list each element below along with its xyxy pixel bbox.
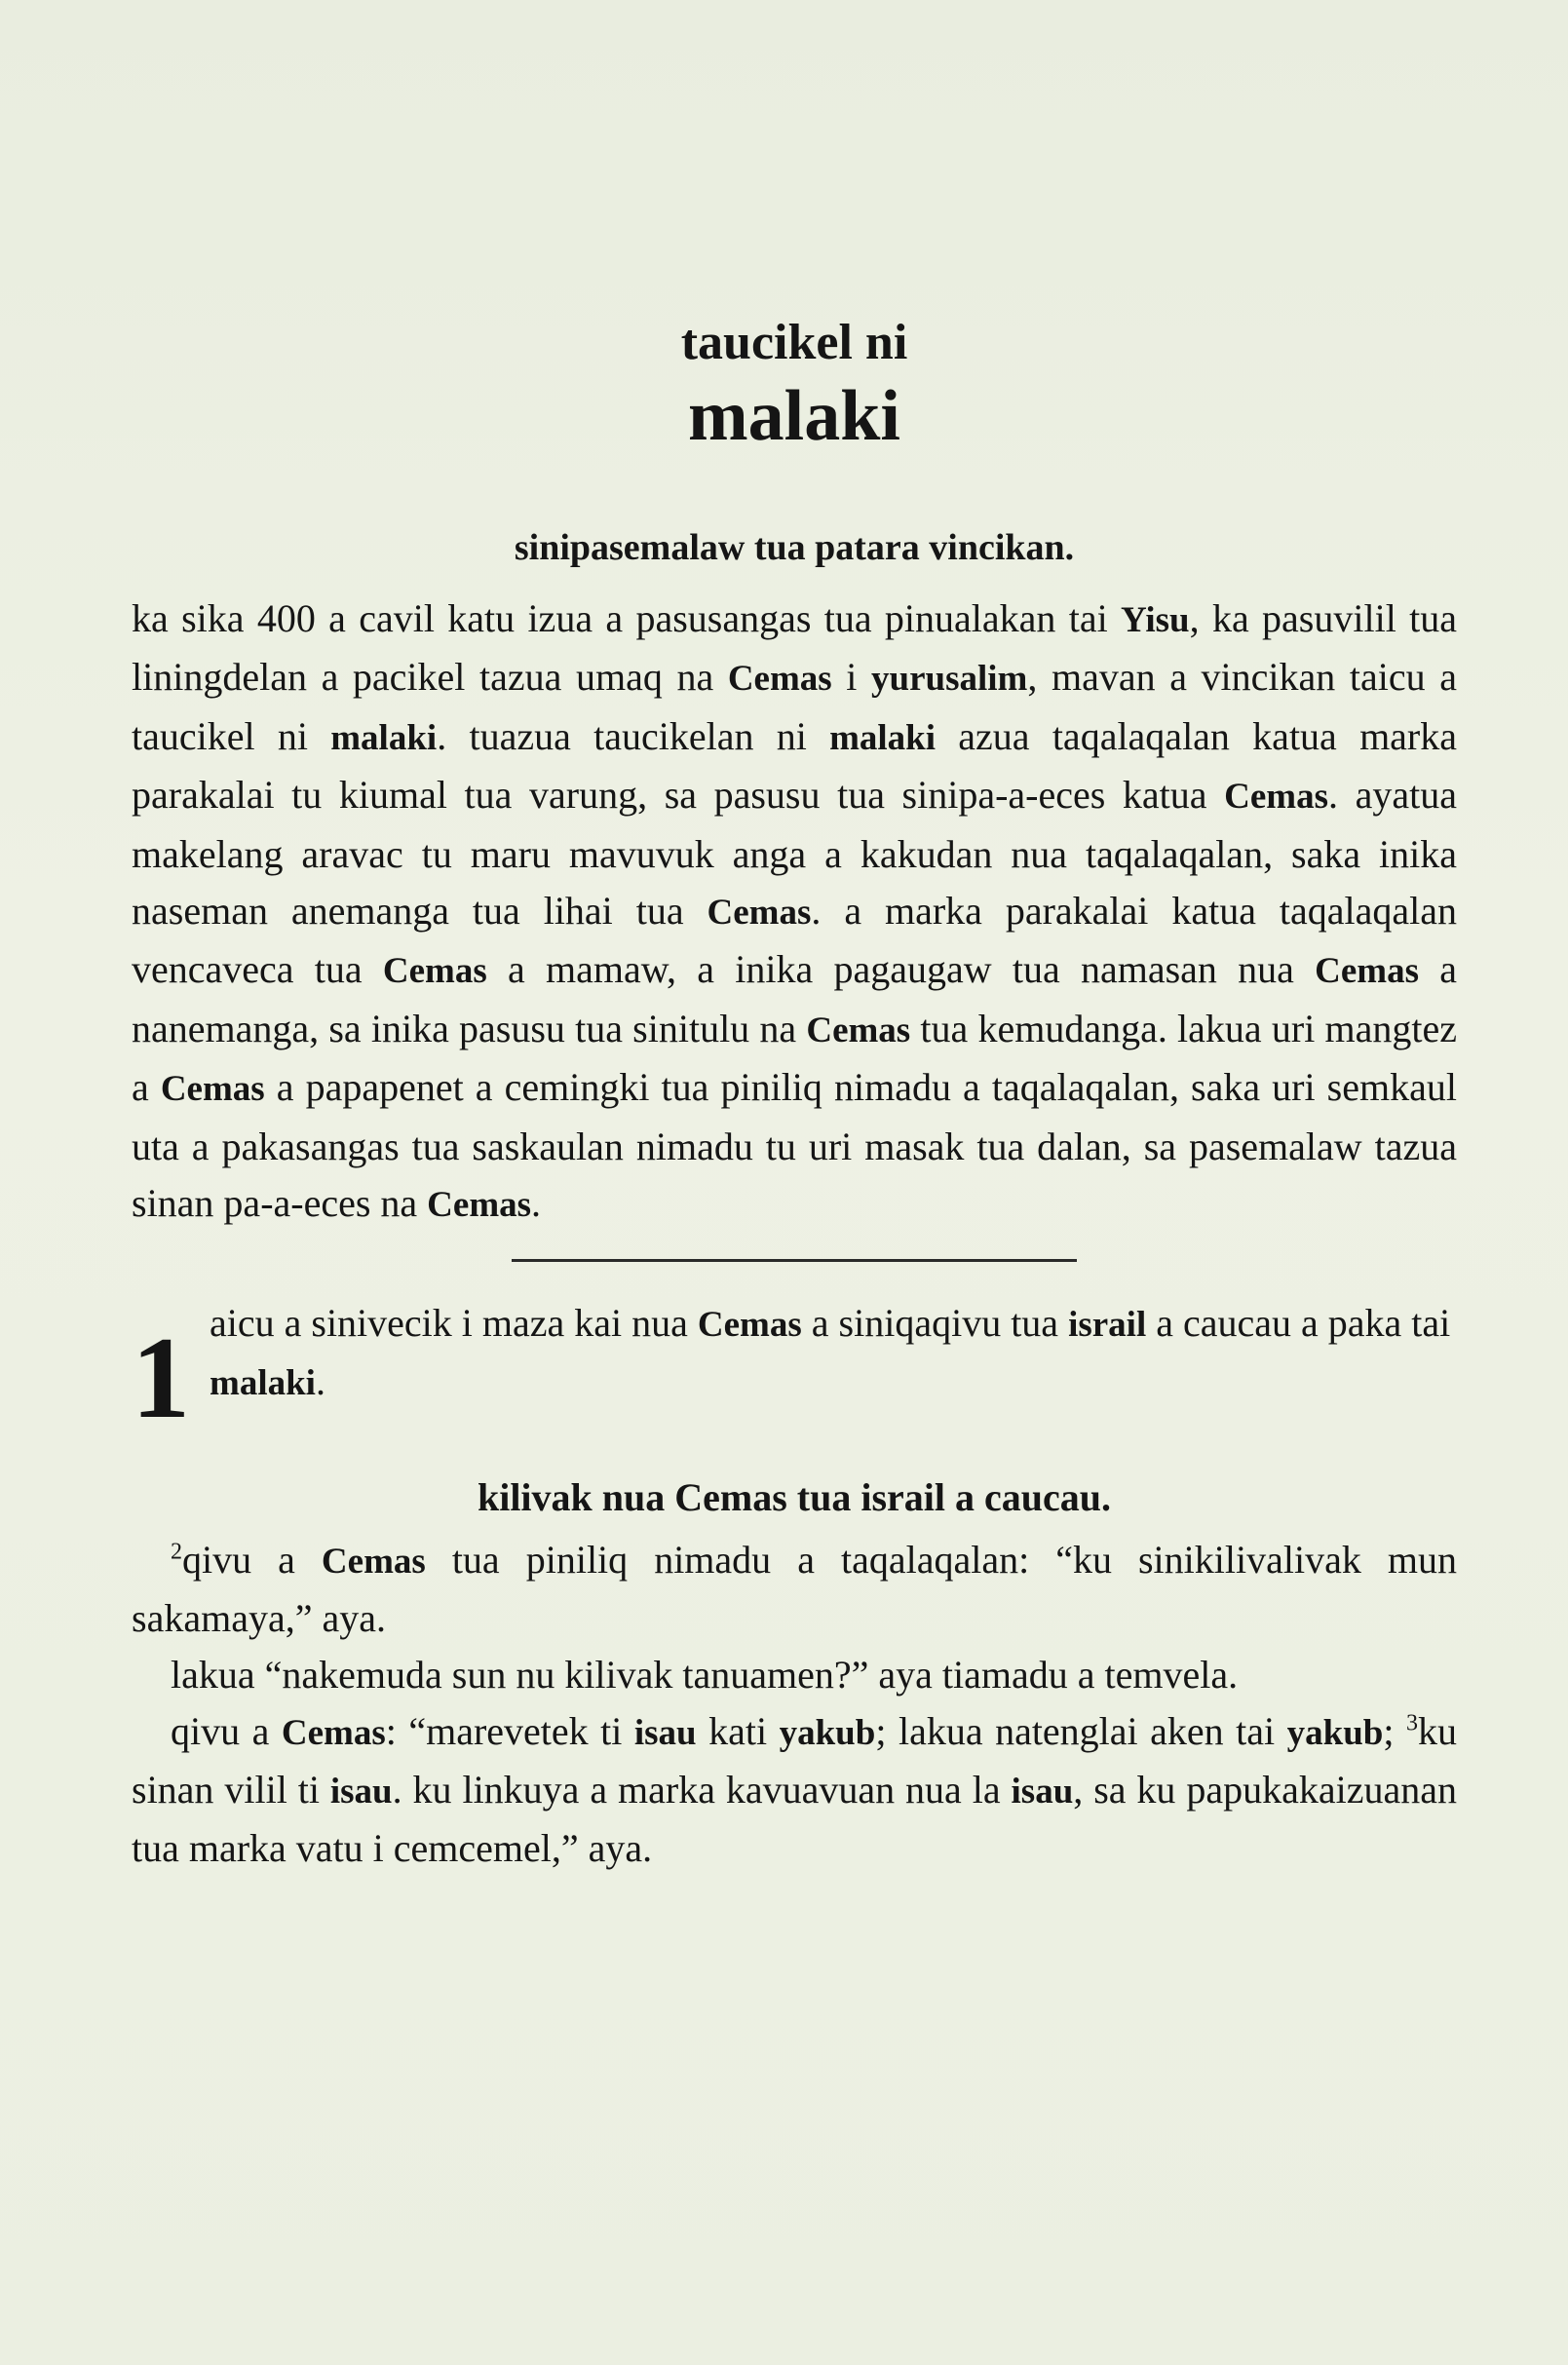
text-run: ka sika 400 a cavil katu izua a pasusangas tua pinualakan tai	[132, 596, 1122, 640]
text-run: tua piniliq nimadu a taqalaqalan: “ku sinikilivalivak mun sakamaya,” aya.	[132, 1538, 1457, 1641]
emphasized-name: israil	[1068, 1305, 1147, 1346]
verse-paragraph	[132, 1532, 1457, 1647]
intro-paragraph	[132, 591, 1457, 1234]
text-run: azua taqalaqalan katua marka parakalai tu kiumal tua varung, sa pasusu tua sinipa-a-eces katua	[132, 713, 1458, 818]
text-run: qivu a	[171, 1709, 282, 1754]
emphasized-name: malaki	[330, 717, 438, 758]
text-run: a caucau a paka tai	[1146, 1301, 1451, 1346]
text-run: : “marevetek ti	[385, 1709, 634, 1754]
verse-number: 3	[1405, 1711, 1418, 1737]
text-run: . a marka parakalai katua taqalaqalan vencaveca tua	[132, 889, 1457, 992]
text-run: a nanemanga, sa inika pasusu tua sinitulu na	[132, 947, 1457, 1050]
intro-section	[132, 591, 1457, 1234]
emphasized-name: Cemas	[427, 1185, 532, 1226]
emphasized-name: Cemas	[806, 1010, 911, 1050]
emphasized-name: yakub	[1286, 1713, 1384, 1754]
section-heading: kilivak nua Cemas tua israil a caucau.	[477, 1475, 1112, 1520]
book-name: malaki	[688, 376, 900, 456]
chapter-opening	[132, 1295, 1457, 1443]
book-title	[132, 312, 1457, 458]
emphasized-name: yakub	[779, 1713, 876, 1754]
text-run: ; lakua natenglai aken tai	[875, 1709, 1287, 1754]
text-run: i	[831, 655, 872, 700]
text-run: lakua “nakemuda sun nu kilivak tanuamen?” aya tiamadu a temvela.	[171, 1653, 1239, 1697]
emphasized-name: malaki	[829, 717, 937, 758]
emphasized-name: Cemas	[1224, 777, 1329, 818]
text-run: .	[531, 1181, 542, 1226]
text-run: aicu a sinivecik i maza kai nua	[210, 1301, 698, 1346]
emphasized-name: Cemas	[281, 1713, 386, 1754]
emphasized-name: Yisu	[1121, 600, 1190, 640]
emphasized-name: Cemas	[1315, 951, 1419, 992]
text-run: tua kemudanga. lakua uri mangtez a	[132, 1006, 1457, 1110]
verse-paragraph	[132, 1647, 1457, 1703]
emphasized-name: isau	[329, 1772, 393, 1812]
chapter-number: 1	[132, 1313, 190, 1443]
emphasized-name: yurusalim	[871, 659, 1028, 700]
emphasized-name: Cemas	[727, 659, 832, 700]
text-run: ku sinan vilil ti	[132, 1709, 1457, 1812]
text-run: , mavan a vincikan taicu a taucikel ni	[132, 655, 1457, 758]
emphasized-name: isau	[633, 1713, 697, 1754]
text-run: kati	[696, 1709, 780, 1754]
section-divider	[512, 1259, 1077, 1262]
emphasized-name: Cemas	[697, 1305, 802, 1346]
book-subtitle: taucikel ni	[680, 315, 908, 370]
text-run: , sa ku papukakaizuanan tua marka vatu i cemcemel,” aya.	[132, 1768, 1457, 1871]
text-run: qivu a	[182, 1538, 322, 1583]
text-run: . ku linkuya a marka kavuavuan nua la	[392, 1768, 1012, 1812]
emphasized-name: malaki	[210, 1363, 316, 1404]
text-run: a papapenet a cemingki tua piniliq nimadu a taqalaqalan, saka uri semkaul uta a pakasangas tua saskaulan nimadu tu uri masak tua dalan, sa pasemalaw tazua sinan pa-a-eces na	[132, 1065, 1457, 1226]
emphasized-name: Cemas	[160, 1069, 265, 1110]
page-content	[132, 312, 1457, 1877]
emphasized-name: Cemas	[707, 893, 812, 934]
intro-heading: sinipasemalaw tua patara vincikan.	[514, 527, 1075, 568]
text-run: . tuazua taucikelan ni	[437, 713, 830, 758]
text-run: , ka pasuvilil tua liningdelan a pacikel tazua umaq na	[132, 596, 1457, 700]
text-run: .	[315, 1359, 325, 1404]
emphasized-name: Cemas	[382, 951, 487, 992]
emphasized-name: Cemas	[321, 1542, 426, 1583]
verse-number: 2	[171, 1540, 182, 1566]
text-run: . ayatua makelang aravac tu maru mavuvuk anga a kakudan nua taqalaqalan, saka inika naseman anemanga tua lihai tua	[132, 773, 1458, 934]
verse-paragraph	[132, 1703, 1457, 1877]
text-run: ;	[1383, 1709, 1406, 1754]
text-run: a mamaw, a inika pagaugaw tua namasan nua	[486, 947, 1316, 992]
verses	[132, 1532, 1457, 1877]
emphasized-name: isau	[1011, 1772, 1074, 1812]
chapter-summary	[210, 1295, 1457, 1412]
text-run: a siniqaqivu tua	[801, 1301, 1069, 1346]
